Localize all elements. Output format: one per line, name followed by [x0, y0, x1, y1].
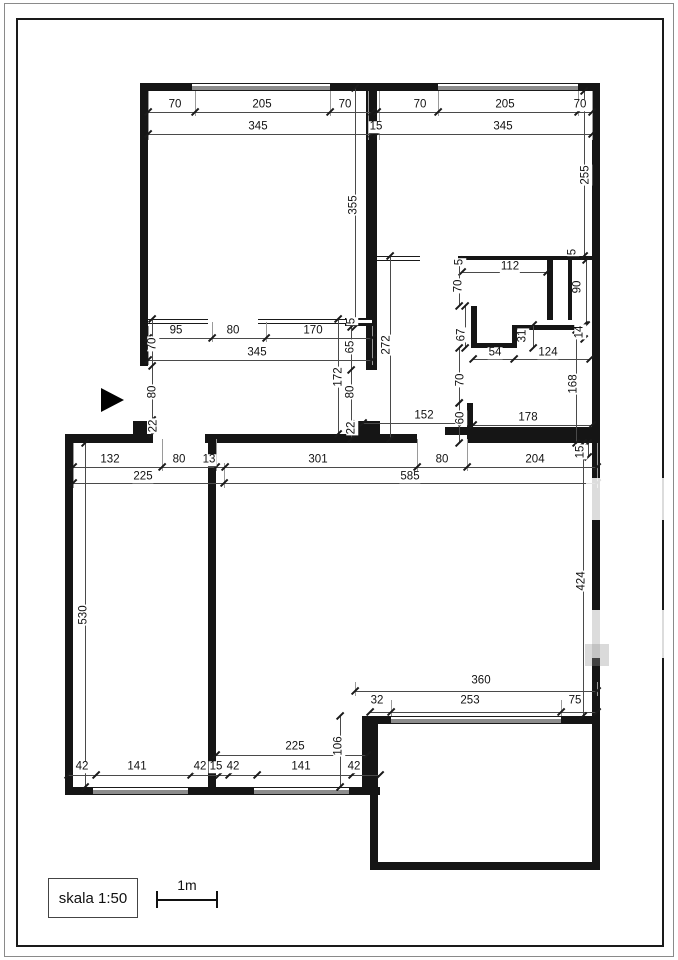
dimension-label: 14 — [573, 325, 586, 339]
dimension-label: 70 — [454, 373, 467, 387]
dimension-label: 15 — [574, 445, 587, 459]
dimension-label: 106 — [332, 736, 345, 756]
dimension-line — [148, 134, 372, 135]
dimension-label: 345 — [247, 346, 267, 359]
wall — [188, 787, 254, 795]
window-symbol — [391, 716, 561, 724]
dimension-label: 22 — [345, 421, 358, 435]
dimension-label: 70 — [338, 98, 352, 111]
dimension-label: 172 — [332, 367, 345, 387]
dimension-label: 31 — [516, 329, 529, 343]
dimension-label: 124 — [538, 346, 558, 359]
scale-bar-tick-right — [216, 891, 218, 908]
wall — [330, 83, 366, 91]
dimension-tick — [455, 439, 463, 447]
scale-note-box — [48, 878, 138, 918]
dimension-label: 585 — [400, 470, 420, 483]
dimension-label: 60 — [454, 411, 467, 425]
wall — [140, 83, 148, 366]
wall — [65, 434, 153, 443]
scale-bar-label: 1m — [177, 877, 197, 893]
dimension-label: 13 — [202, 453, 216, 466]
dimension-line — [377, 134, 592, 135]
dimension-label: 355 — [347, 195, 360, 215]
wall — [65, 434, 73, 795]
dimension-label: 5 — [345, 317, 358, 325]
window-symbol — [93, 787, 188, 795]
dimension-line — [377, 112, 592, 113]
dimension-line — [68, 775, 380, 776]
scale-bar-tick-left — [156, 891, 158, 908]
dimension-label: 67 — [455, 328, 468, 342]
wall — [370, 862, 600, 870]
wall — [208, 434, 216, 795]
dimension-label: 204 — [525, 453, 545, 466]
partition-wall — [467, 403, 473, 435]
dimension-label: 80 — [344, 385, 357, 399]
window-symbol — [192, 83, 330, 91]
dimension-label: 205 — [252, 98, 272, 111]
dimension-label: 90 — [571, 280, 584, 294]
dimension-label: 15 — [369, 120, 383, 133]
extension-line — [212, 322, 213, 342]
dimension-label: 301 — [308, 453, 328, 466]
dimension-label: 42 — [193, 760, 207, 773]
dimension-label: 65 — [344, 340, 357, 354]
dimension-label: 141 — [291, 760, 311, 773]
dimension-label: 132 — [100, 453, 120, 466]
wall — [592, 83, 600, 870]
wall — [349, 787, 380, 795]
dimension-label: 54 — [488, 346, 502, 359]
wall — [377, 83, 438, 91]
dimension-label: 178 — [518, 411, 538, 424]
dimension-label: 95 — [169, 324, 183, 337]
window-symbol — [254, 787, 349, 795]
dimension-label: 225 — [285, 740, 305, 753]
dimension-label: 42 — [75, 760, 89, 773]
dimension-label: 32 — [370, 694, 384, 707]
dimension-label: 70 — [146, 337, 159, 351]
dimension-label: 141 — [127, 760, 147, 773]
dimension-label: 42 — [226, 760, 240, 773]
wall — [133, 421, 147, 434]
dimension-label: 80 — [226, 324, 240, 337]
dimension-label: 345 — [493, 120, 513, 133]
dimension-label: 75 — [568, 694, 582, 707]
dimension-label: 70 — [573, 98, 587, 111]
dimension-label: 70 — [452, 279, 465, 293]
dimension-label: 80 — [146, 385, 159, 399]
dimension-label: 15 — [209, 760, 223, 773]
dimension-label: 253 — [460, 694, 480, 707]
dimension-label: 168 — [567, 374, 580, 394]
dimension-label: 42 — [347, 760, 361, 773]
dimension-label: 152 — [414, 409, 434, 422]
dimension-label: 205 — [495, 98, 515, 111]
dimension-label: 424 — [575, 571, 588, 591]
dimension-tick — [529, 344, 537, 352]
dimension-line — [73, 467, 597, 468]
dimension-label: 360 — [471, 674, 491, 687]
dimension-label: 5 — [453, 258, 466, 266]
dimension-label: 22 — [147, 419, 160, 433]
dimension-label: 70 — [413, 98, 427, 111]
dimension-label: 80 — [435, 453, 449, 466]
window-symbol — [438, 83, 578, 91]
extension-line — [266, 322, 267, 342]
watermark-smudge — [585, 644, 609, 666]
dimension-line — [73, 483, 597, 484]
dimension-label: 530 — [77, 605, 90, 625]
dimension-line — [363, 423, 462, 424]
dimension-line — [370, 712, 597, 713]
dimension-label: 272 — [380, 335, 393, 355]
dimension-label: 112 — [500, 260, 520, 273]
partition-wall — [471, 306, 477, 348]
dimension-line — [473, 425, 592, 426]
lintel-line — [377, 256, 420, 261]
dimension-label: 80 — [172, 453, 186, 466]
dimension-label: 225 — [133, 470, 153, 483]
dimension-line — [586, 260, 587, 325]
entrance-arrow — [101, 388, 124, 412]
dimension-line — [473, 359, 590, 360]
scale-bar — [156, 899, 218, 901]
dimension-label: 70 — [168, 98, 182, 111]
dimension-label: 170 — [303, 324, 323, 337]
lintel-line — [148, 319, 208, 324]
dimension-line — [355, 691, 597, 692]
wall — [65, 787, 93, 795]
dimension-label: 255 — [579, 165, 592, 185]
scale-note-label: skala 1:50 — [58, 889, 128, 907]
dimension-label: 5 — [566, 248, 579, 256]
watermark-patch — [586, 478, 672, 520]
dimension-label: 345 — [248, 120, 268, 133]
dimension-line — [148, 112, 372, 113]
